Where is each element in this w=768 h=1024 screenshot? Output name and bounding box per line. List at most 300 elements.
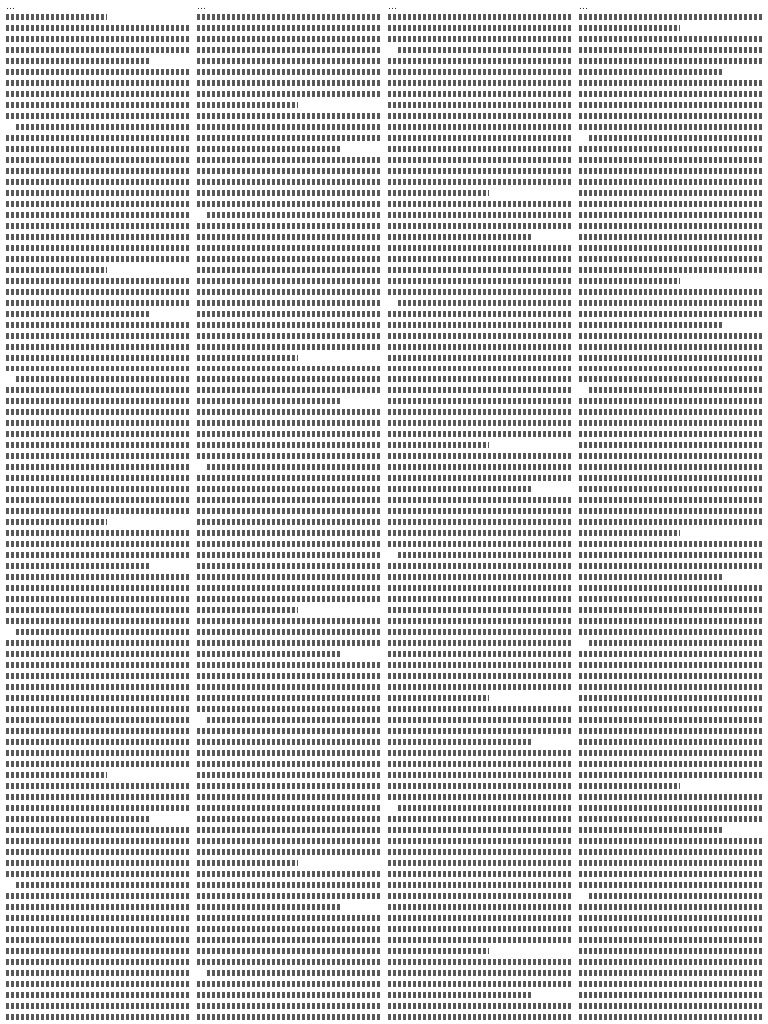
text-line bbox=[388, 442, 489, 448]
text-line bbox=[197, 80, 380, 86]
text-line bbox=[388, 508, 571, 514]
text-line bbox=[388, 882, 571, 888]
text-line bbox=[197, 640, 380, 646]
text-line bbox=[388, 25, 571, 31]
text-line bbox=[388, 860, 571, 866]
text-line bbox=[388, 157, 571, 163]
text-column-2 bbox=[197, 2, 380, 1022]
text-line bbox=[197, 662, 380, 668]
text-line bbox=[579, 442, 762, 448]
text-line bbox=[6, 1014, 189, 1020]
text-line bbox=[579, 475, 762, 481]
text-line bbox=[388, 948, 489, 954]
text-line bbox=[388, 398, 571, 404]
text-line bbox=[6, 541, 189, 547]
text-line bbox=[197, 805, 380, 811]
text-line bbox=[6, 871, 189, 877]
text-line bbox=[197, 772, 380, 778]
text-line bbox=[6, 849, 189, 855]
text-line bbox=[6, 14, 107, 20]
text-line bbox=[197, 904, 340, 910]
text-line bbox=[197, 563, 380, 569]
text-line bbox=[388, 926, 571, 932]
text-line bbox=[197, 366, 380, 372]
text-line bbox=[197, 311, 380, 317]
text-line bbox=[388, 618, 571, 624]
text-line bbox=[197, 409, 380, 415]
text-line bbox=[388, 651, 571, 657]
text-line bbox=[6, 706, 189, 712]
text-line bbox=[388, 662, 571, 668]
text-line bbox=[579, 1003, 762, 1009]
text-line bbox=[579, 366, 762, 372]
text-line bbox=[388, 1003, 571, 1009]
text-line bbox=[197, 124, 380, 130]
text-line bbox=[6, 157, 189, 163]
text-line bbox=[197, 486, 380, 492]
text-line bbox=[388, 772, 571, 778]
text-line bbox=[579, 157, 762, 163]
text-line bbox=[579, 838, 762, 844]
text-line bbox=[388, 366, 571, 372]
text-line bbox=[579, 783, 680, 789]
text-line bbox=[197, 893, 380, 899]
text-line bbox=[579, 311, 762, 317]
text-line bbox=[579, 827, 722, 833]
text-line bbox=[388, 959, 571, 965]
text-line bbox=[388, 684, 571, 690]
text-line bbox=[388, 871, 571, 877]
text-line bbox=[197, 860, 298, 866]
text-line bbox=[579, 486, 762, 492]
text-line bbox=[579, 574, 722, 580]
text-line bbox=[6, 36, 189, 42]
text-line bbox=[579, 607, 762, 613]
text-line bbox=[388, 146, 571, 152]
text-line bbox=[388, 124, 571, 130]
text-line bbox=[207, 717, 380, 723]
text-line bbox=[398, 47, 571, 53]
text-line bbox=[579, 772, 762, 778]
text-line bbox=[388, 574, 571, 580]
column-text: … bbox=[388, 2, 397, 11]
text-line bbox=[388, 838, 571, 844]
text-line bbox=[197, 387, 380, 393]
text-line bbox=[16, 882, 189, 888]
text-line bbox=[388, 69, 571, 75]
text-line bbox=[197, 146, 340, 152]
text-line bbox=[6, 333, 189, 339]
text-line bbox=[6, 915, 189, 921]
text-line bbox=[579, 948, 762, 954]
text-line bbox=[197, 651, 340, 657]
text-line bbox=[197, 256, 380, 262]
text-line bbox=[6, 937, 189, 943]
text-line bbox=[388, 519, 571, 525]
text-line bbox=[579, 300, 762, 306]
text-line bbox=[579, 289, 762, 295]
text-line bbox=[197, 981, 380, 987]
text-line bbox=[388, 607, 571, 613]
text-line bbox=[197, 36, 380, 42]
text-line bbox=[579, 959, 762, 965]
text-line bbox=[207, 970, 380, 976]
text-line bbox=[197, 607, 298, 613]
text-line bbox=[579, 816, 762, 822]
text-line bbox=[579, 333, 762, 339]
text-line bbox=[6, 267, 107, 273]
text-line bbox=[6, 728, 189, 734]
text-line bbox=[197, 585, 380, 591]
text-line bbox=[6, 289, 189, 295]
text-line bbox=[6, 311, 149, 317]
text-line bbox=[388, 311, 571, 317]
text-line bbox=[388, 673, 571, 679]
text-line bbox=[388, 135, 571, 141]
text-line bbox=[388, 585, 571, 591]
text-line bbox=[579, 992, 762, 998]
text-line bbox=[579, 596, 762, 602]
text-line bbox=[579, 563, 762, 569]
text-line bbox=[197, 552, 380, 558]
text-line bbox=[197, 838, 380, 844]
text-line bbox=[6, 673, 189, 679]
text-line bbox=[16, 376, 189, 382]
text-line bbox=[579, 376, 762, 382]
text-line bbox=[388, 970, 571, 976]
text-line bbox=[6, 431, 189, 437]
text-line bbox=[579, 58, 762, 64]
text-line bbox=[6, 574, 189, 580]
text-line bbox=[197, 684, 380, 690]
text-line bbox=[388, 431, 571, 437]
text-line bbox=[6, 948, 189, 954]
text-line bbox=[388, 344, 571, 350]
text-line bbox=[579, 882, 762, 888]
text-line bbox=[6, 278, 189, 284]
text-line bbox=[579, 431, 762, 437]
text-line bbox=[579, 91, 762, 97]
text-line bbox=[579, 926, 762, 932]
text-line bbox=[388, 497, 571, 503]
text-line bbox=[197, 355, 298, 361]
text-line bbox=[388, 168, 571, 174]
text-line bbox=[197, 750, 380, 756]
text-line bbox=[579, 541, 762, 547]
text-line bbox=[579, 464, 762, 470]
text-line bbox=[579, 278, 680, 284]
text-line bbox=[388, 179, 571, 185]
text-line bbox=[388, 530, 571, 536]
text-line bbox=[579, 673, 762, 679]
text-line bbox=[388, 58, 571, 64]
text-line bbox=[16, 629, 189, 635]
text-line bbox=[197, 234, 380, 240]
text-line bbox=[579, 36, 762, 42]
text-line bbox=[197, 937, 380, 943]
column-text: … bbox=[197, 2, 206, 11]
text-line bbox=[579, 805, 762, 811]
text-line bbox=[6, 25, 189, 31]
text-line bbox=[579, 80, 762, 86]
text-line bbox=[579, 322, 722, 328]
text-line bbox=[197, 530, 380, 536]
text-line bbox=[579, 937, 762, 943]
text-line bbox=[388, 541, 571, 547]
text-line bbox=[579, 267, 762, 273]
text-line bbox=[388, 212, 571, 218]
text-line bbox=[388, 893, 571, 899]
text-line bbox=[197, 783, 380, 789]
text-line bbox=[579, 871, 762, 877]
text-line bbox=[197, 201, 380, 207]
text-line bbox=[6, 596, 189, 602]
text-line bbox=[579, 245, 762, 251]
text-line bbox=[16, 124, 189, 130]
text-line bbox=[6, 80, 189, 86]
text-line bbox=[388, 695, 489, 701]
text-line bbox=[6, 475, 189, 481]
text-line bbox=[6, 926, 189, 932]
text-line bbox=[388, 596, 571, 602]
text-line bbox=[197, 453, 380, 459]
text-line bbox=[197, 695, 380, 701]
text-line bbox=[388, 376, 571, 382]
text-line bbox=[579, 497, 762, 503]
column-text: … bbox=[579, 2, 588, 11]
text-line bbox=[197, 541, 380, 547]
text-line bbox=[579, 212, 762, 218]
text-line bbox=[579, 420, 762, 426]
text-column-1 bbox=[6, 2, 189, 1022]
text-line bbox=[6, 805, 189, 811]
text-line bbox=[197, 959, 380, 965]
text-line bbox=[197, 596, 380, 602]
text-line bbox=[6, 563, 149, 569]
text-line bbox=[579, 146, 762, 152]
text-line bbox=[6, 585, 189, 591]
text-line bbox=[579, 69, 722, 75]
text-line bbox=[579, 113, 762, 119]
text-line bbox=[388, 728, 571, 734]
text-line bbox=[197, 442, 380, 448]
text-line bbox=[197, 1003, 380, 1009]
text-line bbox=[6, 618, 189, 624]
text-line bbox=[6, 497, 189, 503]
text-line bbox=[579, 739, 762, 745]
text-line bbox=[6, 893, 189, 899]
text-line bbox=[197, 420, 380, 426]
text-line bbox=[197, 728, 380, 734]
text-line bbox=[6, 223, 189, 229]
text-line bbox=[398, 805, 571, 811]
text-line bbox=[579, 124, 762, 130]
text-line bbox=[197, 871, 380, 877]
text-line bbox=[579, 47, 762, 53]
column-text: … bbox=[6, 2, 15, 11]
text-line bbox=[197, 25, 380, 31]
text-line bbox=[579, 552, 762, 558]
text-line bbox=[6, 486, 189, 492]
text-line bbox=[6, 453, 189, 459]
text-line bbox=[388, 102, 571, 108]
text-line bbox=[6, 519, 107, 525]
text-line bbox=[6, 398, 189, 404]
text-line bbox=[6, 761, 189, 767]
text-line bbox=[207, 212, 380, 218]
text-line bbox=[388, 223, 571, 229]
text-line bbox=[388, 937, 571, 943]
text-line bbox=[398, 300, 571, 306]
text-line bbox=[6, 981, 189, 987]
text-line bbox=[589, 135, 762, 141]
text-line bbox=[579, 168, 762, 174]
text-line bbox=[388, 739, 531, 745]
text-line bbox=[6, 146, 189, 152]
text-line bbox=[579, 25, 680, 31]
text-line bbox=[197, 948, 380, 954]
text-line bbox=[579, 629, 762, 635]
text-line bbox=[6, 58, 149, 64]
text-line bbox=[388, 475, 571, 481]
text-line bbox=[388, 322, 571, 328]
text-line bbox=[197, 58, 380, 64]
text-line bbox=[388, 245, 571, 251]
text-line bbox=[197, 706, 380, 712]
text-line bbox=[388, 706, 571, 712]
text-line bbox=[6, 552, 189, 558]
text-line bbox=[388, 409, 571, 415]
text-line bbox=[6, 322, 189, 328]
text-line bbox=[197, 157, 380, 163]
text-line bbox=[388, 36, 571, 42]
text-line bbox=[579, 618, 762, 624]
text-line bbox=[388, 904, 571, 910]
text-line bbox=[197, 761, 380, 767]
text-line bbox=[579, 409, 762, 415]
text-line bbox=[579, 102, 762, 108]
text-line bbox=[6, 959, 189, 965]
text-line bbox=[589, 387, 762, 393]
text-line bbox=[579, 1014, 762, 1020]
text-line bbox=[388, 849, 571, 855]
text-line bbox=[6, 300, 189, 306]
text-line bbox=[6, 838, 189, 844]
text-line bbox=[579, 179, 762, 185]
text-line bbox=[579, 355, 762, 361]
text-line bbox=[579, 234, 762, 240]
text-line bbox=[6, 783, 189, 789]
text-line bbox=[579, 530, 680, 536]
text-line bbox=[388, 783, 571, 789]
text-line bbox=[579, 915, 762, 921]
text-line bbox=[579, 453, 762, 459]
text-line bbox=[388, 333, 571, 339]
text-line bbox=[579, 14, 762, 20]
text-line bbox=[388, 563, 571, 569]
text-line bbox=[6, 344, 189, 350]
text-line bbox=[6, 135, 189, 141]
text-line bbox=[388, 256, 571, 262]
text-line bbox=[388, 14, 571, 20]
text-line bbox=[388, 794, 571, 800]
text-line bbox=[6, 355, 189, 361]
text-line bbox=[6, 366, 189, 372]
text-line bbox=[579, 190, 762, 196]
text-line bbox=[579, 344, 762, 350]
text-line bbox=[6, 684, 189, 690]
text-line bbox=[579, 398, 762, 404]
text-line bbox=[197, 673, 380, 679]
text-line bbox=[197, 926, 380, 932]
text-line bbox=[579, 519, 762, 525]
text-line bbox=[388, 91, 571, 97]
text-line bbox=[579, 904, 762, 910]
text-line bbox=[6, 750, 189, 756]
text-line bbox=[6, 739, 189, 745]
text-line bbox=[579, 706, 762, 712]
text-line bbox=[6, 794, 189, 800]
text-line bbox=[6, 179, 189, 185]
text-line bbox=[6, 1003, 189, 1009]
text-line bbox=[388, 640, 571, 646]
text-line bbox=[6, 640, 189, 646]
text-line bbox=[388, 629, 571, 635]
text-line bbox=[388, 981, 571, 987]
text-line bbox=[197, 102, 298, 108]
text-line bbox=[579, 662, 762, 668]
text-line bbox=[579, 717, 762, 723]
text-line bbox=[388, 992, 531, 998]
text-line bbox=[197, 915, 380, 921]
text-line bbox=[197, 14, 380, 20]
text-line bbox=[197, 322, 380, 328]
text-column-4 bbox=[579, 2, 762, 1022]
text-line bbox=[388, 420, 571, 426]
text-line bbox=[197, 91, 380, 97]
text-line bbox=[6, 190, 189, 196]
text-line bbox=[197, 47, 380, 53]
text-line bbox=[388, 113, 571, 119]
text-line bbox=[197, 882, 380, 888]
text-line bbox=[388, 190, 489, 196]
text-line bbox=[197, 289, 380, 295]
text-line bbox=[6, 904, 189, 910]
text-line bbox=[197, 827, 380, 833]
text-line bbox=[388, 486, 531, 492]
text-line bbox=[6, 970, 189, 976]
text-line bbox=[197, 618, 380, 624]
text-line bbox=[388, 387, 571, 393]
text-line bbox=[6, 91, 189, 97]
text-line bbox=[398, 552, 571, 558]
text-line bbox=[388, 1014, 571, 1020]
text-line bbox=[579, 860, 762, 866]
text-line bbox=[207, 464, 380, 470]
text-line bbox=[197, 849, 380, 855]
text-line bbox=[6, 168, 189, 174]
text-line bbox=[6, 113, 189, 119]
text-line bbox=[197, 333, 380, 339]
text-line bbox=[579, 750, 762, 756]
text-line bbox=[388, 915, 571, 921]
text-line bbox=[197, 398, 340, 404]
text-line bbox=[388, 453, 571, 459]
text-line bbox=[6, 530, 189, 536]
text-line bbox=[6, 992, 189, 998]
text-line bbox=[6, 102, 189, 108]
text-line bbox=[197, 278, 380, 284]
